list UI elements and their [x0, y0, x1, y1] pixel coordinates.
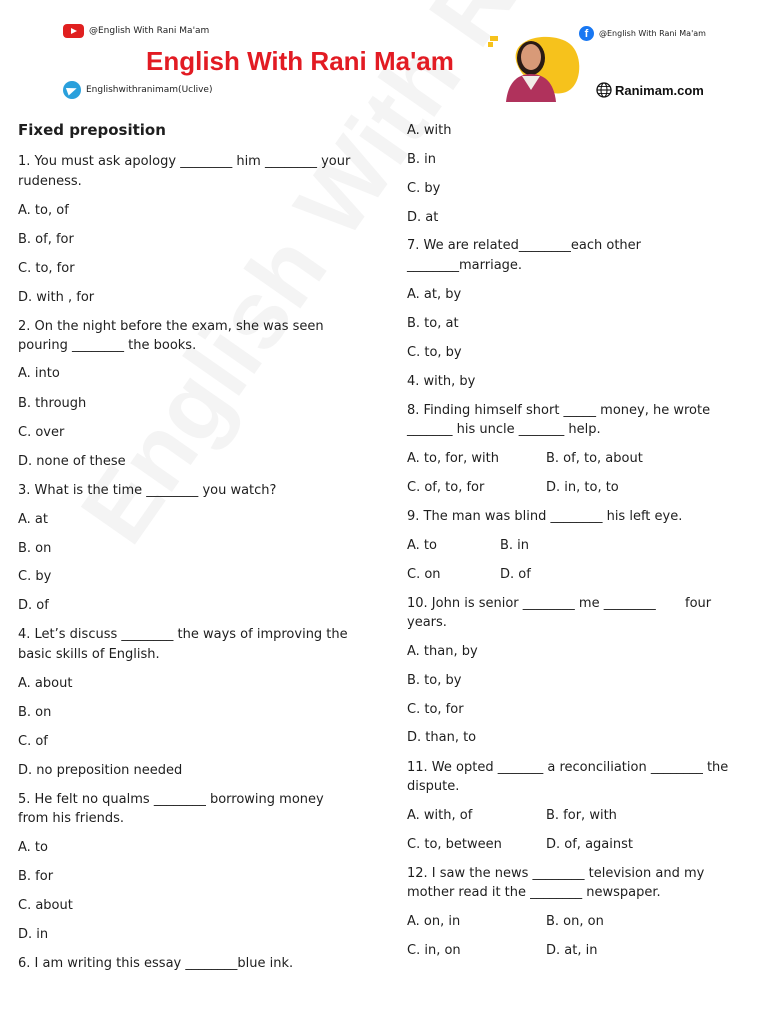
website-link[interactable] [596, 82, 704, 98]
q4-option-a: A. about [18, 676, 73, 691]
telegram-handle: Englishwithranimam(Uclive) [86, 85, 213, 95]
q10-option-b: B. to, by [407, 673, 462, 688]
globe-icon [596, 82, 612, 98]
q6-option-a: A. with [407, 123, 452, 138]
facebook-line[interactable] [579, 26, 706, 41]
q9-option-d: D. of [500, 567, 531, 582]
youtube-icon [63, 24, 84, 38]
q8-option-d: D. in, to, to [546, 480, 619, 495]
question-4-line-2: basic skills of English. [18, 647, 160, 662]
facebook-handle: @English With Rani Ma'am [599, 29, 706, 38]
question-2-line-2: pouring ________ the books. [18, 338, 197, 353]
q3-option-c: C. by [18, 569, 52, 584]
q3-option-a: A. at [18, 512, 48, 527]
page-header [0, 0, 768, 110]
q9-option-a: A. to [407, 538, 437, 553]
q1-option-b: B. of, for [18, 232, 74, 247]
question-4-line-1: 4. Let’s discuss ________ the ways of improving the [18, 627, 348, 642]
question-12-line-1: 12. I saw the news ________ television and my [407, 866, 705, 881]
telegram-icon [63, 81, 81, 99]
question-8-line-2: _______ his uncle _______ help. [407, 422, 601, 437]
youtube-line[interactable] [63, 24, 209, 38]
question-11-line-2: dispute. [407, 779, 460, 794]
q8-option-b: B. of, to, about [546, 451, 643, 466]
question-6: 6. I am writing this essay ________blue ink. [18, 956, 294, 971]
question-5-line-1: 5. He felt no qualms ________ borrowing money [18, 792, 324, 807]
q6-option-b: B. in [407, 152, 437, 167]
q9-option-b: B. in [500, 538, 530, 553]
q5-option-b: B. for [18, 869, 54, 884]
q5-option-d: D. in [18, 927, 49, 942]
q7-option-a: A. at, by [407, 287, 462, 302]
q7-option-d: 4. with, by [407, 374, 476, 389]
youtube-handle: @English With Rani Ma'am [89, 26, 210, 36]
q1-option-d: D. with , for [18, 290, 95, 305]
website-text: Ranimam.com [615, 82, 704, 98]
q2-option-d: D. none of these [18, 454, 126, 469]
question-10-line-2: years. [407, 615, 447, 630]
q1-option-a: A. to, of [18, 203, 69, 218]
q4-option-d: D. no preposition needed [18, 763, 183, 778]
q12-option-c: C. in, on [407, 943, 461, 958]
question-8-line-1: 8. Finding himself short _____ money, he wrote [407, 403, 711, 418]
section-title: Fixed preposition [18, 121, 166, 139]
q9-option-c: C. on [407, 567, 441, 582]
question-12-line-2: mother read it the ________ newspaper. [407, 885, 661, 900]
q7-option-b: B. to, at [407, 316, 459, 331]
q2-option-c: C. over [18, 425, 65, 440]
q12-option-a: A. on, in [407, 914, 461, 929]
question-10-line-1-tail: four [685, 596, 712, 611]
q4-option-c: C. of [18, 734, 48, 749]
question-10-line-1: 10. John is senior ________ me ________ [407, 596, 656, 611]
q11-option-b: B. for, with [546, 808, 617, 823]
q11-option-d: D. of, against [546, 837, 633, 852]
brand-title: English With Rani Ma'am [146, 46, 454, 76]
question-1-line-1: 1. You must ask apology ________ him ________ your [18, 154, 351, 169]
question-11-line-1: 11. We opted _______ a reconciliation ________ the [407, 760, 729, 775]
q3-option-d: D. of [18, 598, 49, 613]
question-9: 9. The man was blind ________ his left eye. [407, 509, 683, 524]
question-2-line-1: 2. On the night before the exam, she was seen [18, 319, 324, 334]
q8-option-c: C. of, to, for [407, 480, 485, 495]
facebook-icon: f [579, 26, 594, 41]
q5-option-a: A. to [18, 840, 48, 855]
q10-option-a: A. than, by [407, 644, 478, 659]
q10-option-d: D. than, to [407, 730, 477, 745]
q1-option-c: C. to, for [18, 261, 75, 276]
q8-option-a: A. to, for, with [407, 451, 499, 466]
q7-option-c: C. to, by [407, 345, 462, 360]
telegram-line[interactable] [63, 81, 212, 99]
q2-option-a: A. into [18, 366, 60, 381]
question-7-line-2: ________marriage. [407, 258, 523, 273]
q10-option-c: C. to, for [407, 702, 464, 717]
q11-option-a: A. with, of [407, 808, 473, 823]
q12-option-b: B. on, on [546, 914, 604, 929]
question-3: 3. What is the time ________ you watch? [18, 483, 277, 498]
teacher-portrait-image [488, 30, 584, 102]
q5-option-c: C. about [18, 898, 73, 913]
q12-option-d: D. at, in [546, 943, 598, 958]
q4-option-b: B. on [18, 705, 52, 720]
q6-option-d: D. at [407, 210, 439, 225]
q6-option-c: C. by [407, 181, 441, 196]
question-5-line-2: from his friends. [18, 811, 125, 826]
question-1-line-2: rudeness. [18, 174, 82, 189]
q2-option-b: B. through [18, 396, 87, 411]
q3-option-b: B. on [18, 541, 52, 556]
q11-option-c: C. to, between [407, 837, 502, 852]
question-7-line-1: 7. We are related________each other [407, 238, 642, 253]
